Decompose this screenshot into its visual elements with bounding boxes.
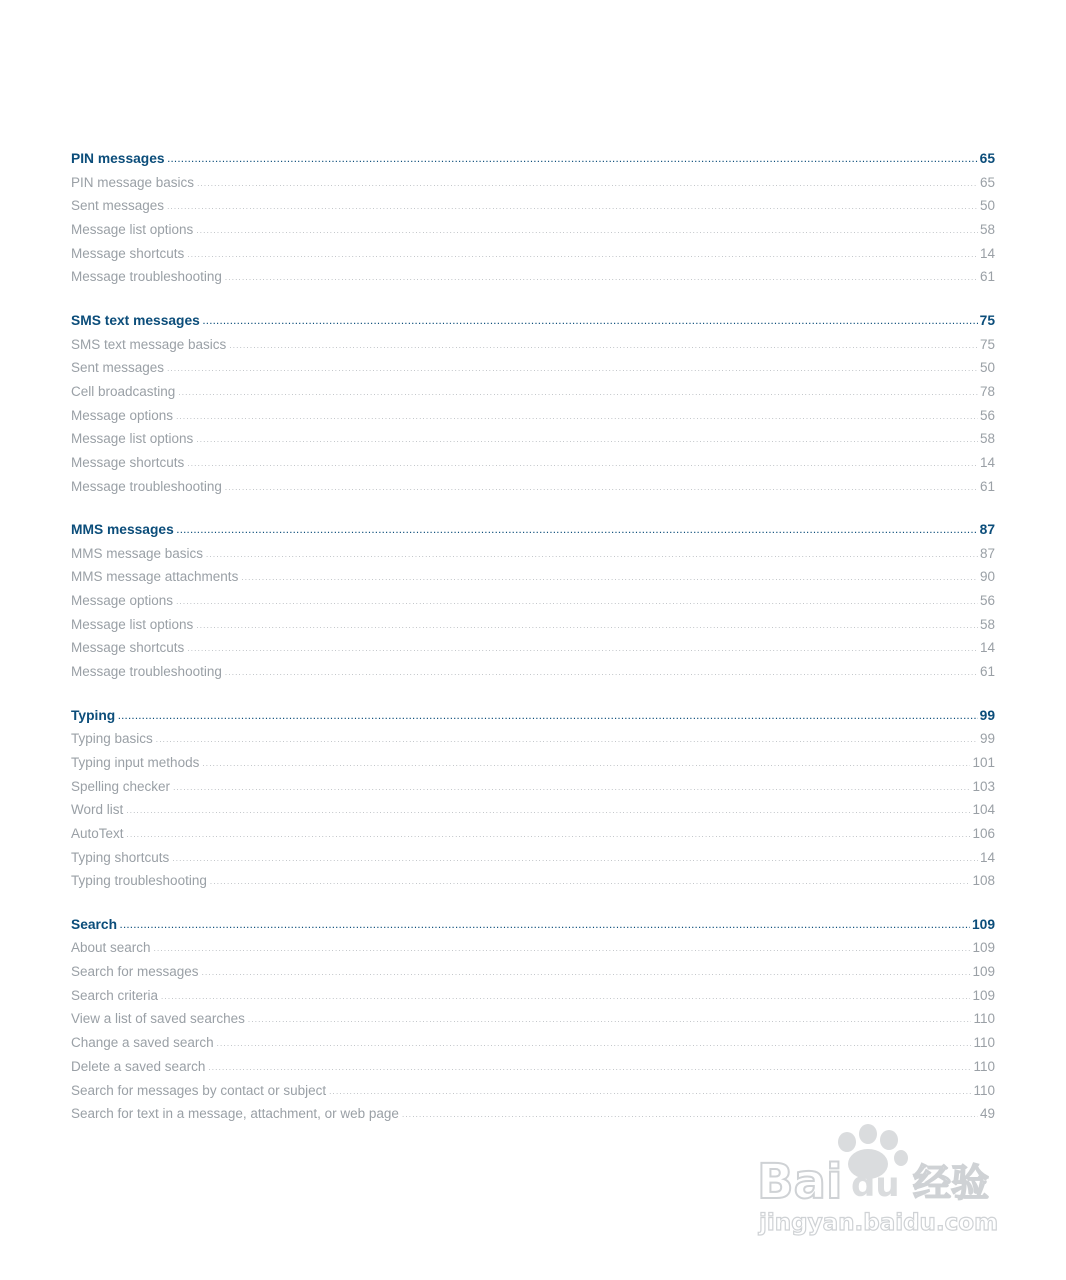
toc-entry-row[interactable] xyxy=(71,798,995,822)
toc-entry-page: 58 xyxy=(979,616,995,632)
leader-dots xyxy=(196,614,978,638)
toc-entry-page: 108 xyxy=(972,873,995,889)
toc-entry-row[interactable] xyxy=(71,1055,995,1079)
leader-dots xyxy=(178,381,978,405)
toc-heading-page: 109 xyxy=(971,916,995,932)
leader-dots xyxy=(225,661,978,685)
toc-section xyxy=(71,518,995,684)
toc-section xyxy=(71,309,995,499)
toc-entry-row[interactable] xyxy=(71,846,995,870)
toc-heading-row[interactable] xyxy=(71,913,995,937)
toc-entry-page: 75 xyxy=(979,336,995,352)
leader-dots xyxy=(187,637,978,661)
toc-entry-row[interactable] xyxy=(71,427,995,451)
leader-dots xyxy=(172,847,978,871)
watermark-brand-a: Bai xyxy=(757,1154,843,1210)
toc-entry-label: Cell broadcasting xyxy=(71,383,176,399)
toc-entry-label: Typing troubleshooting xyxy=(71,873,207,889)
leader-dots xyxy=(210,870,971,894)
toc-entry-label: View a list of saved searches xyxy=(71,1011,245,1027)
toc-heading-page: 87 xyxy=(979,522,995,537)
toc-entry-label: Message shortcuts xyxy=(71,245,185,261)
toc-entry-row[interactable] xyxy=(71,613,995,637)
leader-dots xyxy=(187,243,978,267)
watermark-brand-b: du xyxy=(851,1165,900,1205)
leader-dots xyxy=(168,148,978,172)
toc-entry-page: 101 xyxy=(972,754,995,770)
watermark-brand-cn: 经验 xyxy=(913,1161,990,1205)
leader-dots xyxy=(225,266,978,290)
leader-dots xyxy=(196,428,978,452)
toc-entry-label: Delete a saved search xyxy=(71,1058,206,1074)
leader-dots xyxy=(187,452,978,476)
leader-dots xyxy=(202,961,971,985)
leader-dots xyxy=(203,310,978,334)
toc-entry-label: Search for messages by contact or subject xyxy=(71,1082,327,1098)
toc-entry-row[interactable] xyxy=(71,660,995,684)
toc-entry-label: Message shortcuts xyxy=(71,640,185,656)
leader-dots xyxy=(173,776,970,800)
toc-entry-page: 14 xyxy=(979,245,995,261)
toc-entry-label: Sent messages xyxy=(71,198,165,214)
toc-section xyxy=(71,147,995,289)
watermark-url: jingyan.baidu.com xyxy=(759,1210,999,1236)
toc-entry-label: Word list xyxy=(71,802,124,818)
toc-entry-page: 56 xyxy=(979,593,995,609)
toc-entry-row[interactable] xyxy=(71,171,995,195)
leader-dots xyxy=(248,1008,972,1032)
toc-entry-page: 99 xyxy=(979,731,995,747)
leader-dots xyxy=(177,519,978,543)
toc-entry-row[interactable] xyxy=(71,333,995,357)
toc-heading-label: MMS messages xyxy=(71,522,174,537)
toc-entry-label: Spelling checker xyxy=(71,778,171,794)
leader-dots xyxy=(225,476,978,500)
toc-entry-page: 61 xyxy=(979,664,995,680)
toc-entry-label: Sent messages xyxy=(71,360,165,376)
toc-entry-page: 110 xyxy=(973,1035,995,1051)
toc-entry-row[interactable] xyxy=(71,727,995,751)
toc-entry-row[interactable] xyxy=(71,265,995,289)
leader-dots xyxy=(197,172,978,196)
toc-entry-page: 90 xyxy=(979,569,995,585)
leader-dots xyxy=(206,543,978,567)
leader-dots xyxy=(202,752,970,776)
toc-entry-row[interactable] xyxy=(71,242,995,266)
toc-entry-row[interactable] xyxy=(71,984,995,1008)
toc-heading-row[interactable] xyxy=(71,704,995,728)
toc-section xyxy=(71,913,995,1126)
toc-entry-label: Search criteria xyxy=(71,987,159,1003)
toc-entry-label: Search for text in a message, attachment, or web page xyxy=(71,1106,399,1122)
toc-entry-page: 109 xyxy=(972,940,995,956)
toc-entry-label: About search xyxy=(71,940,151,956)
toc-entry-label: Message options xyxy=(71,407,174,423)
leader-dots xyxy=(120,914,970,938)
toc-entry-row[interactable] xyxy=(71,404,995,428)
leader-dots xyxy=(167,357,978,381)
toc-entry-page: 50 xyxy=(979,198,995,214)
toc-entry-page: 14 xyxy=(979,454,995,470)
toc-entry-row[interactable] xyxy=(71,380,995,404)
toc-entry-page: 50 xyxy=(979,360,995,376)
toc-entry-row[interactable] xyxy=(71,451,995,475)
toc-entry-label: Message troubleshooting xyxy=(71,478,222,494)
leader-dots xyxy=(154,937,971,961)
toc-heading-label: Typing xyxy=(71,707,116,723)
toc-entry-page: 61 xyxy=(979,478,995,494)
toc-entry-page: 14 xyxy=(979,849,995,865)
toc-entry-page: 61 xyxy=(979,269,995,285)
toc-entry-label: Search for messages xyxy=(71,964,199,980)
leader-dots xyxy=(196,219,978,243)
toc-entry-label: Message list options xyxy=(71,222,194,238)
toc-entry-page: 87 xyxy=(979,545,995,561)
toc-entry-row[interactable] xyxy=(71,960,995,984)
toc-entry-row[interactable] xyxy=(71,218,995,242)
toc-entry-page: 103 xyxy=(972,778,995,794)
toc-entry-row[interactable] xyxy=(71,1007,995,1031)
toc-entry-row[interactable] xyxy=(71,589,995,613)
leader-dots xyxy=(217,1032,972,1056)
leader-dots xyxy=(208,1056,971,1080)
toc-entry-label: Message options xyxy=(71,593,174,609)
toc-entry-label: Message troubleshooting xyxy=(71,269,222,285)
toc-entry-page: 49 xyxy=(979,1106,995,1122)
toc-heading-label: SMS text messages xyxy=(71,312,200,328)
toc-heading-row[interactable] xyxy=(71,518,995,542)
toc-entry-page: 58 xyxy=(979,431,995,447)
toc-entry-row[interactable] xyxy=(71,475,995,499)
toc-entry-label: AutoText xyxy=(71,825,124,841)
toc-entry-page: 65 xyxy=(979,174,995,190)
toc-entry-row[interactable] xyxy=(71,356,995,380)
toc-heading-label: Search xyxy=(71,916,118,932)
toc-entry-label: MMS message basics xyxy=(71,545,204,561)
toc-entry-row[interactable] xyxy=(71,194,995,218)
toc-entry-label: SMS text message basics xyxy=(71,336,227,352)
leader-dots xyxy=(118,705,977,729)
toc-entry-row[interactable] xyxy=(71,936,995,960)
leader-dots xyxy=(329,1080,971,1104)
toc-entry-page: 104 xyxy=(972,802,995,818)
toc-entry-page: 78 xyxy=(979,383,995,399)
toc-entry-row[interactable] xyxy=(71,775,995,799)
toc-entry-page: 110 xyxy=(973,1082,995,1098)
toc-heading-label: PIN messages xyxy=(71,151,165,166)
leader-dots xyxy=(161,985,970,1009)
leader-dots xyxy=(176,405,978,429)
toc-entry-page: 110 xyxy=(973,1011,995,1027)
toc-entry-row[interactable] xyxy=(71,751,995,775)
toc-entry-label: Change a saved search xyxy=(71,1035,214,1051)
toc-heading-row[interactable] xyxy=(71,147,995,171)
toc-entry-label: Message troubleshooting xyxy=(71,664,222,680)
leader-dots xyxy=(156,728,978,752)
leader-dots xyxy=(167,195,978,219)
leader-dots xyxy=(241,566,978,590)
baidu-jingyan-watermark xyxy=(755,1118,1005,1238)
toc-entry-page: 109 xyxy=(972,964,995,980)
toc-entry-label: Message list options xyxy=(71,431,194,447)
leader-dots xyxy=(127,823,971,847)
leader-dots xyxy=(126,799,970,823)
toc-entry-row[interactable] xyxy=(71,822,995,846)
toc-entry-label: Typing shortcuts xyxy=(71,849,170,865)
toc-entry-row[interactable] xyxy=(71,1079,995,1103)
toc-entry-row[interactable] xyxy=(71,565,995,589)
toc-entry-page: 58 xyxy=(979,222,995,238)
toc-heading-page: 65 xyxy=(979,151,995,166)
leader-dots xyxy=(176,590,978,614)
toc-heading-page: 99 xyxy=(979,707,995,723)
toc-entry-label: Message shortcuts xyxy=(71,454,185,470)
toc-entry-row[interactable] xyxy=(71,542,995,566)
toc-heading-page: 75 xyxy=(979,312,995,328)
toc-entry-label: Typing basics xyxy=(71,731,153,747)
toc-entry-label: Typing input methods xyxy=(71,754,200,770)
toc-entry-row[interactable] xyxy=(71,636,995,660)
toc-section xyxy=(71,704,995,894)
toc-entry-page: 106 xyxy=(972,825,995,841)
table-of-contents xyxy=(71,147,995,1146)
toc-entry-label: Message list options xyxy=(71,616,194,632)
toc-entry-page: 56 xyxy=(979,407,995,423)
toc-entry-page: 110 xyxy=(973,1058,995,1074)
toc-entry-row[interactable] xyxy=(71,1031,995,1055)
toc-entry-label: PIN message basics xyxy=(71,174,195,190)
toc-entry-row[interactable] xyxy=(71,869,995,893)
toc-entry-page: 109 xyxy=(972,987,995,1003)
leader-dots xyxy=(229,334,978,358)
toc-heading-row[interactable] xyxy=(71,309,995,333)
toc-entry-page: 14 xyxy=(979,640,995,656)
toc-entry-label: MMS message attachments xyxy=(71,569,239,585)
